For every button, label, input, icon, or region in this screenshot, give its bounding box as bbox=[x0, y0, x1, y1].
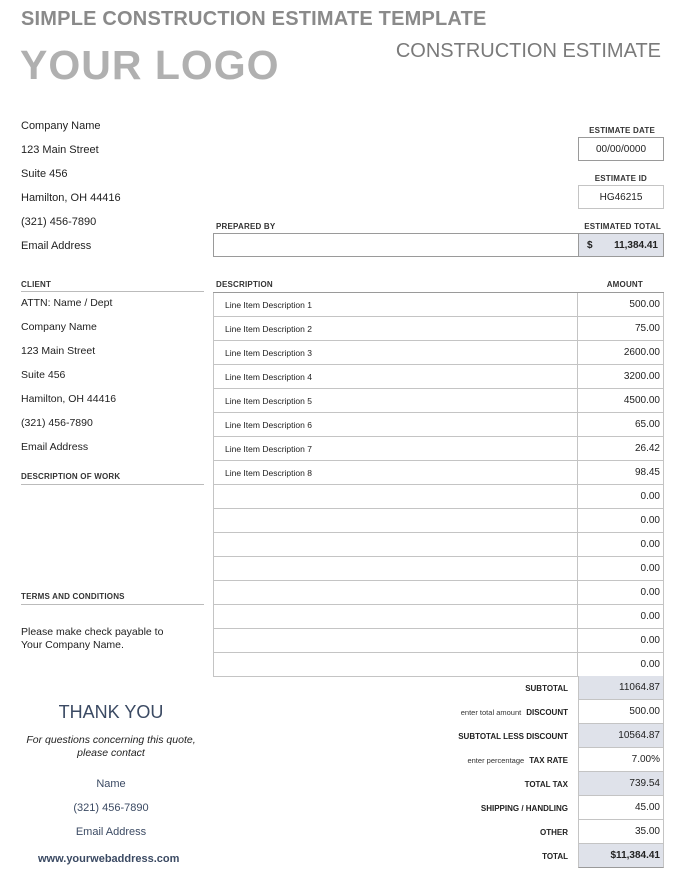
table-row[interactable] bbox=[213, 605, 664, 629]
table-row[interactable] bbox=[213, 317, 664, 341]
row-description[interactable] bbox=[213, 533, 578, 556]
client-address-line1[interactable]: 123 Main Street bbox=[21, 345, 96, 357]
table-row[interactable] bbox=[213, 485, 664, 509]
row-amount[interactable]: 2600.00 bbox=[578, 341, 664, 364]
row-amount[interactable]: 3200.00 bbox=[578, 365, 664, 388]
total-tax-label: TOTAL TAX bbox=[524, 779, 568, 789]
discount-label-group bbox=[300, 700, 578, 724]
currency-symbol: $ bbox=[587, 239, 593, 251]
total-tax-value: 739.54 bbox=[578, 772, 664, 796]
row-description[interactable] bbox=[213, 509, 578, 532]
company-phone[interactable]: (321) 456-7890 bbox=[21, 216, 97, 228]
client-attn[interactable]: ATTN: Name / Dept bbox=[21, 297, 113, 309]
client-address-line2[interactable]: Suite 456 bbox=[21, 369, 66, 381]
contact-email[interactable]: Email Address bbox=[75, 826, 147, 838]
subtotal-value: 11064.87 bbox=[578, 676, 664, 700]
subtotal-row bbox=[300, 676, 664, 700]
row-description[interactable]: Line Item Description 5 bbox=[213, 389, 578, 412]
terms-label: TERMS AND CONDITIONS bbox=[21, 592, 204, 605]
shipping-input[interactable]: 45.00 bbox=[578, 796, 664, 820]
thank-you-line2: please contact bbox=[77, 747, 145, 759]
other-row bbox=[300, 820, 664, 844]
row-amount[interactable]: 500.00 bbox=[578, 293, 664, 316]
row-description[interactable] bbox=[213, 653, 578, 676]
description-header: DESCRIPTION bbox=[216, 280, 273, 289]
terms-line1: Please make check payable to bbox=[21, 626, 164, 638]
company-address-line1[interactable]: 123 Main Street bbox=[21, 144, 99, 156]
logo-placeholder: YOUR LOGO bbox=[20, 42, 280, 88]
client-company-name[interactable]: Company Name bbox=[21, 321, 97, 333]
subtotal-less-discount-label: SUBTOTAL LESS DISCOUNT bbox=[458, 731, 568, 741]
row-amount[interactable]: 65.00 bbox=[578, 413, 664, 436]
discount-label: DISCOUNT bbox=[526, 707, 568, 717]
other-input[interactable]: 35.00 bbox=[578, 820, 664, 844]
tax-rate-label: TAX RATE bbox=[529, 755, 568, 765]
client-label: CLIENT bbox=[21, 280, 204, 292]
web-address-link[interactable]: www.yourwebaddress.com bbox=[38, 853, 180, 865]
amount-header: AMOUNT bbox=[606, 280, 643, 289]
table-row[interactable] bbox=[213, 293, 664, 317]
shipping-label: SHIPPING / HANDLING bbox=[480, 803, 568, 813]
row-amount[interactable]: 0.00 bbox=[578, 485, 664, 508]
client-email[interactable]: Email Address bbox=[21, 441, 89, 453]
row-description[interactable] bbox=[213, 485, 578, 508]
row-amount[interactable]: 0.00 bbox=[578, 509, 664, 532]
prepared-by-label: PREPARED BY bbox=[216, 222, 276, 231]
discount-input[interactable]: 500.00 bbox=[578, 700, 664, 724]
row-amount[interactable]: 0.00 bbox=[578, 653, 664, 676]
row-description[interactable]: Line Item Description 2 bbox=[213, 317, 578, 340]
line-items-table bbox=[213, 292, 664, 677]
subtotal-label: SUBTOTAL bbox=[525, 683, 568, 693]
estimated-total-field bbox=[578, 233, 664, 257]
table-row[interactable] bbox=[213, 461, 664, 485]
total-tax-row bbox=[300, 772, 664, 796]
estimate-date-label: ESTIMATE DATE bbox=[589, 126, 655, 135]
grand-total-label: TOTAL bbox=[542, 851, 568, 861]
company-name[interactable]: Company Name bbox=[21, 120, 101, 132]
client-city[interactable]: Hamilton, OH 44416 bbox=[21, 393, 117, 405]
table-row[interactable] bbox=[213, 437, 664, 461]
tax-rate-input[interactable]: 7.00% bbox=[578, 748, 664, 772]
contact-name[interactable]: Name bbox=[96, 778, 126, 790]
tax-rate-row bbox=[300, 748, 664, 772]
row-amount[interactable]: 75.00 bbox=[578, 317, 664, 340]
terms-line2: Your Company Name. bbox=[21, 639, 124, 651]
table-row[interactable] bbox=[213, 509, 664, 533]
estimate-date-field[interactable]: 00/00/0000 bbox=[578, 137, 664, 161]
tax-rate-hint: enter percentage bbox=[467, 755, 525, 765]
thank-you-heading: THANK YOU bbox=[58, 702, 164, 722]
row-amount[interactable]: 0.00 bbox=[578, 605, 664, 628]
estimate-id-label: ESTIMATE ID bbox=[594, 174, 647, 183]
row-description[interactable] bbox=[213, 605, 578, 628]
table-row[interactable] bbox=[213, 581, 664, 605]
estimate-id-field[interactable]: HG46215 bbox=[578, 185, 664, 209]
table-row[interactable] bbox=[213, 653, 664, 677]
table-row[interactable] bbox=[213, 413, 664, 437]
grand-total-value: $11,384.41 bbox=[578, 844, 664, 868]
thank-you-line1: For questions concerning this quote, bbox=[26, 734, 196, 746]
discount-hint: enter total amount bbox=[460, 707, 522, 717]
client-phone[interactable]: (321) 456-7890 bbox=[21, 417, 93, 429]
table-row[interactable] bbox=[213, 341, 664, 365]
template-title: SIMPLE CONSTRUCTION ESTIMATE TEMPLATE bbox=[21, 8, 487, 30]
row-description[interactable]: Line Item Description 3 bbox=[213, 341, 578, 364]
row-description[interactable] bbox=[213, 629, 578, 652]
subtotal-less-discount-value: 10564.87 bbox=[578, 724, 664, 748]
table-row[interactable] bbox=[213, 557, 664, 581]
row-amount[interactable]: 26.42 bbox=[578, 437, 664, 460]
other-label: OTHER bbox=[540, 827, 568, 837]
row-amount[interactable]: 0.00 bbox=[578, 533, 664, 556]
row-amount[interactable]: 98.45 bbox=[578, 461, 664, 484]
discount-row bbox=[300, 700, 664, 724]
row-amount[interactable]: 0.00 bbox=[578, 629, 664, 652]
shipping-row bbox=[300, 796, 664, 820]
document-title: CONSTRUCTION ESTIMATE bbox=[395, 40, 661, 62]
row-description[interactable]: Line Item Description 8 bbox=[213, 461, 578, 484]
company-address-line2[interactable]: Suite 456 bbox=[21, 168, 68, 180]
row-amount[interactable]: 0.00 bbox=[578, 581, 664, 604]
row-description[interactable]: Line Item Description 6 bbox=[213, 413, 578, 436]
row-amount[interactable]: 0.00 bbox=[578, 557, 664, 580]
row-amount[interactable]: 4500.00 bbox=[578, 389, 664, 412]
estimated-total-label: ESTIMATED TOTAL bbox=[584, 222, 661, 231]
row-description[interactable]: Line Item Description 7 bbox=[213, 437, 578, 460]
table-row[interactable] bbox=[213, 629, 664, 653]
table-row[interactable] bbox=[213, 365, 664, 389]
table-row[interactable] bbox=[213, 389, 664, 413]
grand-total-row bbox=[300, 844, 664, 868]
company-city[interactable]: Hamilton, OH 44416 bbox=[21, 192, 121, 204]
description-of-work-label: DESCRIPTION OF WORK bbox=[21, 472, 204, 485]
prepared-by-field[interactable] bbox=[213, 233, 578, 257]
row-description[interactable]: Line Item Description 1 bbox=[213, 293, 578, 316]
estimated-total-value: 11,384.41 bbox=[614, 239, 658, 251]
row-description[interactable]: Line Item Description 4 bbox=[213, 365, 578, 388]
row-description[interactable] bbox=[213, 581, 578, 604]
description-of-work-field[interactable] bbox=[21, 486, 204, 586]
table-row[interactable] bbox=[213, 533, 664, 557]
row-description[interactable] bbox=[213, 557, 578, 580]
company-email[interactable]: Email Address bbox=[21, 240, 92, 252]
tax-rate-label-group bbox=[300, 748, 578, 772]
contact-phone[interactable]: (321) 456-7890 bbox=[73, 802, 149, 814]
subtotal-less-discount-row bbox=[300, 724, 664, 748]
